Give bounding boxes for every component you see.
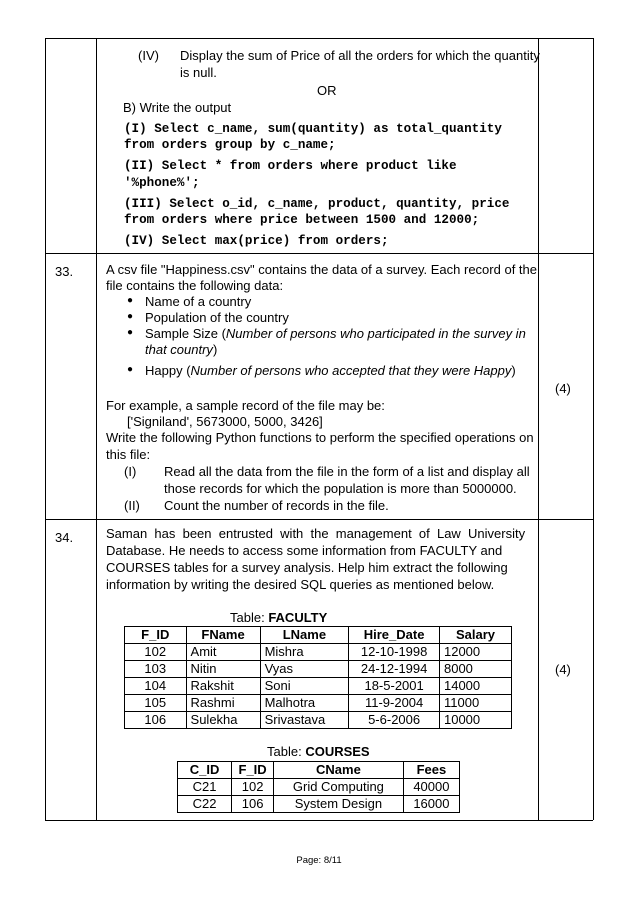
question-text: Write the following Python functions to perform the specified operations on xyxy=(106,430,534,445)
row-divider xyxy=(45,519,593,520)
table-cell: 24-12-1994 xyxy=(349,661,440,678)
table-cell: Sulekha xyxy=(186,712,260,729)
table-row xyxy=(125,661,512,678)
table-caption: Table: FACULTY xyxy=(230,610,328,625)
table-cell: 102 xyxy=(232,779,274,796)
table-left-border xyxy=(45,38,46,820)
sample-record: ['Signiland', 5673000, 5000, 3426] xyxy=(127,414,323,429)
table-cell: 106 xyxy=(232,796,274,813)
sql-code-line: '%phone%'; xyxy=(124,176,200,190)
column-divider xyxy=(96,38,97,820)
table-cell: 105 xyxy=(125,695,187,712)
table-header-row xyxy=(125,627,512,644)
table-cell: 104 xyxy=(125,678,187,695)
question-text: For example, a sample record of the file may be: xyxy=(106,398,385,413)
question-text: A csv file "Happiness.csv" contains the data of a survey. Each record of the xyxy=(106,262,537,277)
sql-code-line: (IV) Select max(price) from orders; xyxy=(124,234,389,248)
table-cell: Rashmi xyxy=(186,695,260,712)
table-row xyxy=(125,712,512,729)
sql-code-line: (II) Select * from orders where product like xyxy=(124,159,457,173)
question-number: 34. xyxy=(55,530,74,545)
bullet-text: that country) xyxy=(145,342,218,357)
bullet-text: Name of a country xyxy=(145,294,252,309)
bullet-icon: ● xyxy=(127,295,134,306)
column-header: F_ID xyxy=(232,762,274,779)
table-row xyxy=(125,644,512,661)
column-header: LName xyxy=(260,627,349,644)
question-text: those records for which the population is more than 5000000. xyxy=(164,481,517,496)
column-header: F_ID xyxy=(125,627,187,644)
table-cell: Vyas xyxy=(260,661,349,678)
table-cell: 8000 xyxy=(439,661,511,678)
question-text: COURSES tables for a survey analysis. Help him extract the following xyxy=(106,560,508,575)
question-text: Read all the data from the file in the form of a list and display all xyxy=(164,464,530,479)
table-cell: C22 xyxy=(178,796,232,813)
table-row xyxy=(178,779,460,796)
table-cell: Grid Computing xyxy=(274,779,404,796)
question-text: Display the sum of Price of all the orders for which the quantity xyxy=(180,48,540,63)
marks: (4) xyxy=(555,381,571,396)
table-cell: Malhotra xyxy=(260,695,349,712)
question-text: information by writing the desired SQL queries as mentioned below. xyxy=(106,577,495,592)
table-cell: Mishra xyxy=(260,644,349,661)
table-cell: Nitin xyxy=(186,661,260,678)
bullet-text: Population of the country xyxy=(145,310,289,325)
question-part-number: (II) xyxy=(124,498,140,513)
question-text: Database. He needs to access some information from FACULTY and xyxy=(106,543,503,558)
table-row xyxy=(125,678,512,695)
table-cell: Srivastava xyxy=(260,712,349,729)
table-cell: C21 xyxy=(178,779,232,796)
table-row xyxy=(125,695,512,712)
table-cell: 102 xyxy=(125,644,187,661)
column-header: Hire_Date xyxy=(349,627,440,644)
column-header: Salary xyxy=(439,627,511,644)
question-number: 33. xyxy=(55,264,74,279)
bullet-icon: ● xyxy=(127,311,134,322)
table-caption: Table: COURSES xyxy=(267,744,370,759)
option-b-title: B) Write the output xyxy=(123,100,232,115)
question-text: Count the number of records in the file. xyxy=(164,498,389,513)
table-cell: 11-9-2004 xyxy=(349,695,440,712)
table-cell: 103 xyxy=(125,661,187,678)
question-part-number: (I) xyxy=(124,464,137,479)
column-header: C_ID xyxy=(178,762,232,779)
table-cell: Amit xyxy=(186,644,260,661)
table-right-border xyxy=(593,38,594,820)
question-text: is null. xyxy=(180,65,217,80)
sql-code-line: from orders group by c_name; xyxy=(124,138,336,152)
table-cell: 40000 xyxy=(403,779,459,796)
page-number: Page: 8/11 xyxy=(296,855,342,866)
sql-code-line: (I) Select c_name, sum(quantity) as total_quantity xyxy=(124,122,502,136)
question-text: Saman has been entrusted with the management of Law University xyxy=(106,526,526,541)
table-top-border xyxy=(45,38,593,39)
table-row xyxy=(178,796,460,813)
table-cell: 11000 xyxy=(439,695,511,712)
courses-table xyxy=(177,761,460,813)
row-divider xyxy=(45,253,593,254)
table-header-row xyxy=(178,762,460,779)
table-bottom-border xyxy=(45,820,593,821)
column-header: FName xyxy=(186,627,260,644)
table-cell: 106 xyxy=(125,712,187,729)
question-text: this file: xyxy=(106,447,151,462)
table-cell: 10000 xyxy=(439,712,511,729)
sql-code-line: (III) Select o_id, c_name, product, quantity, price xyxy=(124,197,510,211)
bullet-icon: ● xyxy=(127,364,134,375)
table-cell: 5-6-2006 xyxy=(349,712,440,729)
column-divider xyxy=(538,38,539,820)
sql-code-line: from orders where price between 1500 and 12000; xyxy=(124,213,480,227)
table-cell: 16000 xyxy=(403,796,459,813)
or-separator: OR xyxy=(317,83,337,98)
table-cell: System Design xyxy=(274,796,404,813)
table-cell: 12-10-1998 xyxy=(349,644,440,661)
column-header: Fees xyxy=(403,762,459,779)
table-cell: 18-5-2001 xyxy=(349,678,440,695)
table-cell: 12000 xyxy=(439,644,511,661)
bullet-icon: ● xyxy=(127,327,134,338)
bullet-text: Happy (Number of persons who accepted that they were Happy) xyxy=(145,363,516,378)
question-text: file contains the following data: xyxy=(106,278,284,293)
bullet-text: Sample Size (Number of persons who participated in the survey in xyxy=(145,326,526,341)
marks: (4) xyxy=(555,662,571,677)
faculty-table xyxy=(124,626,512,729)
table-cell: Rakshit xyxy=(186,678,260,695)
table-cell: Soni xyxy=(260,678,349,695)
column-header: CName xyxy=(274,762,404,779)
table-cell: 14000 xyxy=(439,678,511,695)
question-part-number: (IV) xyxy=(138,48,159,63)
